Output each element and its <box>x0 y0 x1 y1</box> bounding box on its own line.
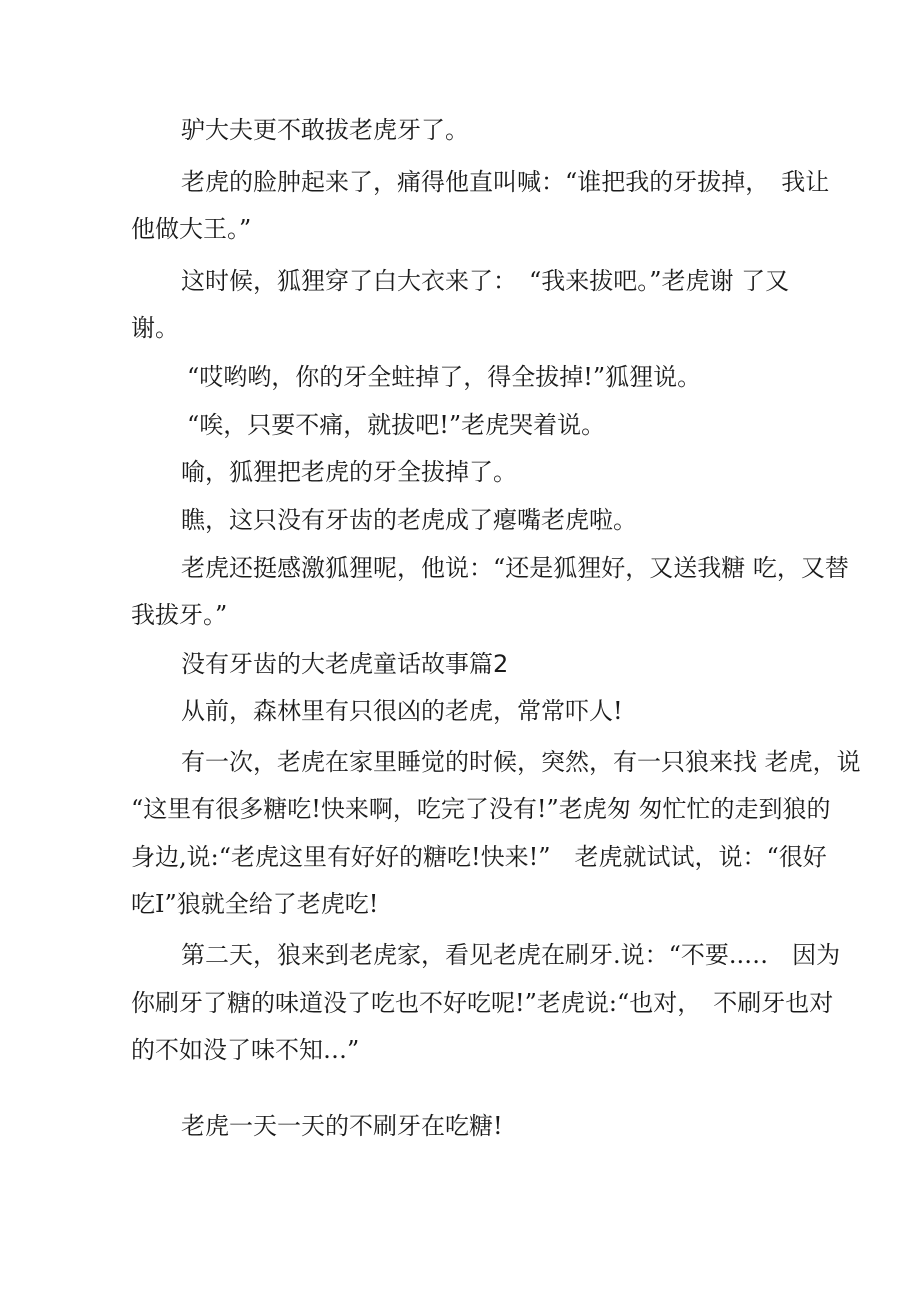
paragraph-line: 老虎一天一天的不刷牙在吃糖! <box>181 1112 503 1140</box>
paragraph-line: 喻，狐狸把老虎的牙全拔掉了。 <box>181 458 517 486</box>
paragraph-line: 你刷牙了糖的味道没了吃也不好吃呢!”老虎说:“也对， 不刷牙也对 <box>131 989 834 1017</box>
paragraph-line: 这时候，狐狸穿了白大衣来了： “我来拔吧。”老虎谢 了又 <box>181 267 790 295</box>
paragraph-line: 我拔牙。” <box>131 601 228 629</box>
paragraph-line: 谢。 <box>131 314 179 342</box>
paragraph-line: 老虎还挺感激狐狸呢，他说：“还是狐狸好，又送我糖 吃，又替 <box>181 554 849 582</box>
paragraph-line: 第二天，狼来到老虎家，看见老虎在刷牙.说：“不要..… 因为 <box>181 941 841 969</box>
paragraph-line: 的不如没了味不知…” <box>131 1036 360 1064</box>
paragraph-line: 吃I”狼就全给了老虎吃! <box>131 890 379 918</box>
paragraph-line: “唉，只要不痛，就拔吧!”老虎哭着说。 <box>187 411 606 439</box>
paragraph-line: 驴大夫更不敢拔老虎牙了。 <box>181 116 469 144</box>
paragraph-line: 瞧，这只没有牙齿的老虎成了瘪嘴老虎啦。 <box>181 506 637 534</box>
paragraph-line: 老虎的脸肿起来了，痛得他直叫喊：“谁把我的牙拔掉， 我让 <box>181 168 830 196</box>
paragraph-line: 从前，森林里有只很凶的老虎，常常吓人! <box>181 697 623 725</box>
paragraph-line: “哎哟哟，你的牙全蛀掉了，得全拔掉!”狐狸说。 <box>187 363 702 391</box>
paragraph-line: 有一次，老虎在家里睡觉的时候，突然，有一只狼来找 老虎，说 <box>181 748 861 776</box>
section-title: 没有牙齿的大老虎童话故事篇2 <box>181 650 509 678</box>
paragraph-line: 他做大王。” <box>131 215 252 243</box>
paragraph-line: “这里有很多糖吃!快来啊，吃完了没有!”老虎匆 匆忙忙的走到狼的 <box>131 795 831 823</box>
paragraph-line: 身边,说:“老虎这里有好好的糖吃!快来!” 老虎就试试，说：“很好 <box>131 843 827 871</box>
